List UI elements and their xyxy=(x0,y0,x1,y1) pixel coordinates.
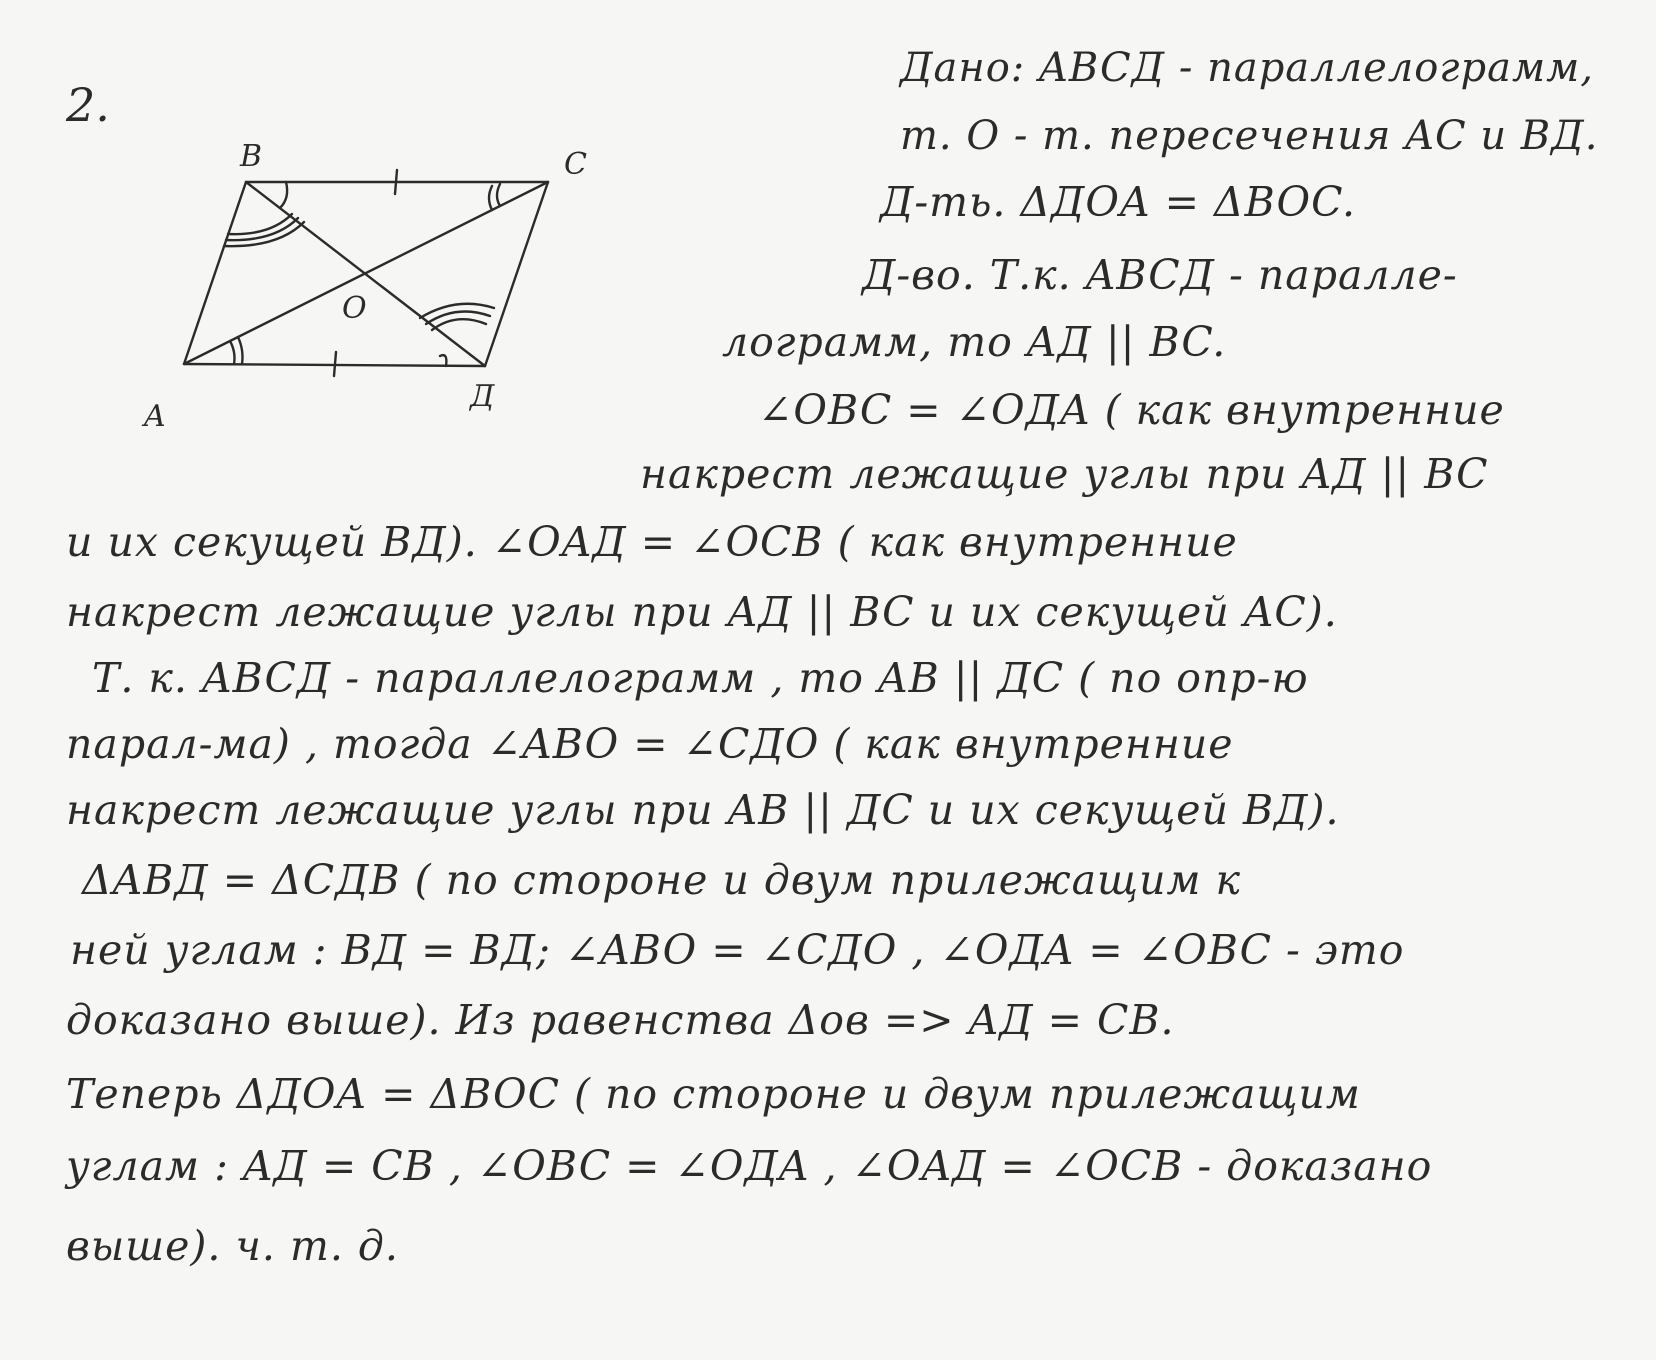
parallelogram-figure xyxy=(140,130,587,460)
text-line-17: углам : AД = CB , ∠OBC = ∠OДA , ∠OAД = ∠OCB - доказано xyxy=(66,1142,1433,1190)
text-line-3: Д-ть. ΔДOA = ΔBOC. xyxy=(880,178,1357,226)
arc-angle-c-2 xyxy=(489,186,492,210)
text-line-12: накрест лежащие углы при AB || ДC и их секущей BД). xyxy=(66,786,1340,834)
vertex-label-c: C xyxy=(564,147,587,182)
vertex-label-b: B xyxy=(240,139,263,174)
arc-angle-d-1 xyxy=(432,319,486,330)
text-line-11: парал-ма) , тогда ∠ABO = ∠CДO ( как внутренние xyxy=(66,720,1234,768)
text-line-9: накрест лежащие углы при AД || BC и их секущей AC). xyxy=(66,588,1338,636)
arc-angle-obc xyxy=(280,182,287,208)
arc-angle-b-2 xyxy=(226,218,298,240)
text-line-4: Д-во. Т.к. ABCД - паралле- xyxy=(862,251,1458,299)
arc-angle-b-1 xyxy=(228,214,292,234)
text-line-16: Теперь ΔДOA = ΔBOC ( по стороне и двум прилежащим xyxy=(66,1070,1361,1118)
text-line-7: накрест лежащие углы при AД || BC xyxy=(640,450,1489,498)
tick-ad xyxy=(334,352,336,376)
text-line-13: ΔABД = ΔCДB ( по стороне и двум прилежащим к xyxy=(82,856,1242,904)
text-line-18: выше). ч. т. д. xyxy=(66,1222,399,1270)
text-line-1: Дано: ABCД - параллелограмм, xyxy=(900,45,1595,91)
vertex-label-a: A xyxy=(144,399,166,434)
arc-angle-c-1 xyxy=(497,184,500,206)
tick-bc xyxy=(395,170,397,194)
arc-angle-a-1 xyxy=(230,341,235,364)
diagonal-bd xyxy=(246,182,485,366)
vertex-label-d: Д xyxy=(470,379,495,414)
text-line-6: ∠OBC = ∠OДA ( как внутренние xyxy=(758,386,1505,434)
arc-angle-a-2 xyxy=(238,337,243,364)
center-label-o: O xyxy=(342,291,367,326)
text-line-8: и их секущей BД). ∠OAД = ∠OCB ( как внутренние xyxy=(66,518,1238,566)
text-line-10: Т. к. ABCД - параллелограмм , то AB || ДC ( по опр-ю xyxy=(92,654,1309,702)
problem-number: 2. xyxy=(66,78,110,132)
text-line-2: т. O - т. пересечения AC и BД. xyxy=(900,113,1599,159)
arc-angle-oda xyxy=(440,355,446,366)
text-line-15: доказано выше). Из равенства Δов => AД = CB. xyxy=(66,996,1175,1044)
text-line-14: ней углам : BД = BД; ∠ABO = ∠CДO , ∠OДA = ∠OBC - это xyxy=(70,926,1405,974)
text-line-5: лограмм, то AД || BC. xyxy=(722,318,1227,366)
